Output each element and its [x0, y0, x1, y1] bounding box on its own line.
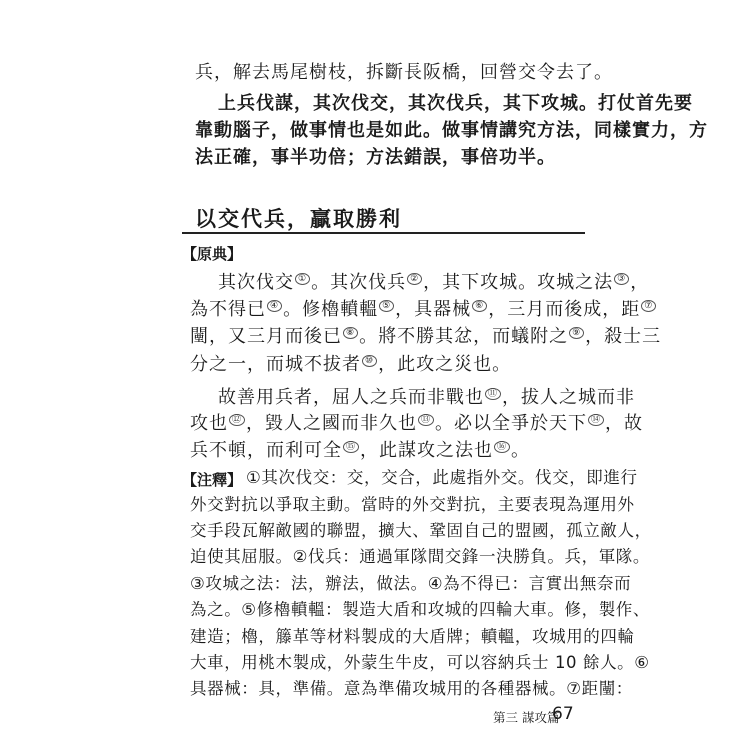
original-text-run: 。必以全爭於天下	[435, 413, 588, 434]
original-line	[190, 326, 661, 348]
original-text-run: 闉，又三月而後已	[190, 326, 342, 347]
notes-label: 【注釋】	[182, 471, 243, 489]
original-text-run: 其次伐交	[218, 272, 294, 293]
original-text-run: 兵不頓，而利可全	[190, 440, 342, 461]
original-line	[190, 354, 511, 376]
original-text-run: ，毀人之國而非久也	[246, 413, 418, 434]
original-text-run: ，殺士三	[585, 326, 662, 347]
note-marker: ⑦	[641, 300, 656, 312]
note-marker: ②	[407, 273, 422, 285]
original-text-run: 。其次伐兵	[311, 272, 407, 293]
original-text-run: 為不得已	[190, 299, 266, 320]
note-marker: ⑫	[229, 414, 245, 426]
original-line	[190, 413, 643, 435]
page-number: 67	[552, 704, 574, 724]
intro-line-3: 靠動腦子，做事情也是如此。做事情講究方法，同樣實力，方	[195, 120, 708, 141]
note-marker: ⑭	[588, 414, 604, 426]
intro-line-1: 兵，解去馬尾樹枝，拆斷長阪橋，回營交令去了。	[195, 62, 613, 83]
note-line: 建造；櫓，籐革等材料製成的大盾牌；轒轀，攻城用的四輪	[190, 627, 635, 646]
original-text-run: 。修櫓轒轀	[283, 299, 379, 320]
original-text-label: 【原典】	[182, 245, 243, 263]
note-marker: ①	[295, 273, 310, 285]
note-marker: ⑨	[569, 327, 584, 339]
note-marker: ⑪	[485, 388, 501, 400]
note-marker: ⑬	[418, 414, 434, 426]
original-text-run: ，故	[605, 413, 644, 434]
original-text-run: ，具器械	[395, 299, 472, 320]
note-line: 交手段瓦解敵國的聯盟，擴大、鞏固自己的盟國，孤立敵人，	[190, 521, 652, 540]
note-marker: ⑧	[343, 327, 358, 339]
note-marker: ③	[614, 273, 629, 285]
note-line: 為之。⑤修櫓轒轀：製造大盾和攻城的四輪大車。修，製作、	[190, 600, 650, 619]
note-line: 大車，用桃木製成，外蒙生牛皮，可以容納兵士 10 餘人。⑥	[190, 653, 650, 672]
original-line	[190, 299, 657, 321]
note-marker: ⑮	[343, 441, 359, 453]
note-marker: ⑥	[472, 300, 487, 312]
original-text-run: ，此攻之災也。	[378, 354, 512, 375]
original-text-run: ，	[630, 272, 650, 293]
original-text-run: ，拔人之城而非	[502, 387, 636, 408]
original-text-run: 。	[511, 440, 531, 461]
original-text-run: 攻也	[190, 413, 228, 434]
note-line: ③攻城之法：法，辦法，做法。④為不得已：言實出無奈而	[190, 574, 632, 593]
footer-section-title: 第三 謀攻篇	[493, 710, 560, 725]
intro-line-4: 法正確，事半功倍；方法錯誤，事倍功半。	[195, 147, 556, 168]
section-heading: 以交代兵，贏取勝利	[195, 206, 402, 231]
note-marker: ⑤	[379, 300, 394, 312]
note-line: ①其次伐交：交，交合，此處指外交。伐交，即進行	[246, 468, 638, 487]
intro-line-2: 上兵伐謀，其次伐交，其次伐兵，其下攻城。打仗首先要	[218, 93, 693, 114]
original-text-run: 分之一，而城不拔者	[190, 354, 361, 375]
note-line: 外交對抗以爭取主動。當時的外交對抗，主要表現為運用外	[190, 495, 635, 514]
original-line	[218, 272, 649, 294]
original-text-run: ，此謀攻之法也	[360, 440, 494, 461]
original-line	[190, 440, 530, 462]
note-marker: ⑩	[362, 355, 377, 367]
original-text-run: ，其下攻城。攻城之法	[423, 272, 614, 293]
note-line: 迫使其屈服。②伐兵：通過軍隊間交鋒一決勝負。兵，軍隊。	[190, 547, 650, 566]
original-text-run: 故善用兵者，屈人之兵而非戰也	[218, 387, 484, 408]
original-text-run: ，三月而後成，距	[488, 299, 641, 320]
heading-underline	[182, 232, 585, 234]
note-line: 具器械：具，準備。意為準備攻城用的各種器械。⑦距闉：	[190, 679, 633, 698]
original-text-run: 。將不勝其忿，而蟻附之	[359, 326, 569, 347]
note-marker: ④	[267, 300, 282, 312]
original-line	[218, 387, 635, 409]
note-marker: ⑯	[494, 441, 510, 453]
